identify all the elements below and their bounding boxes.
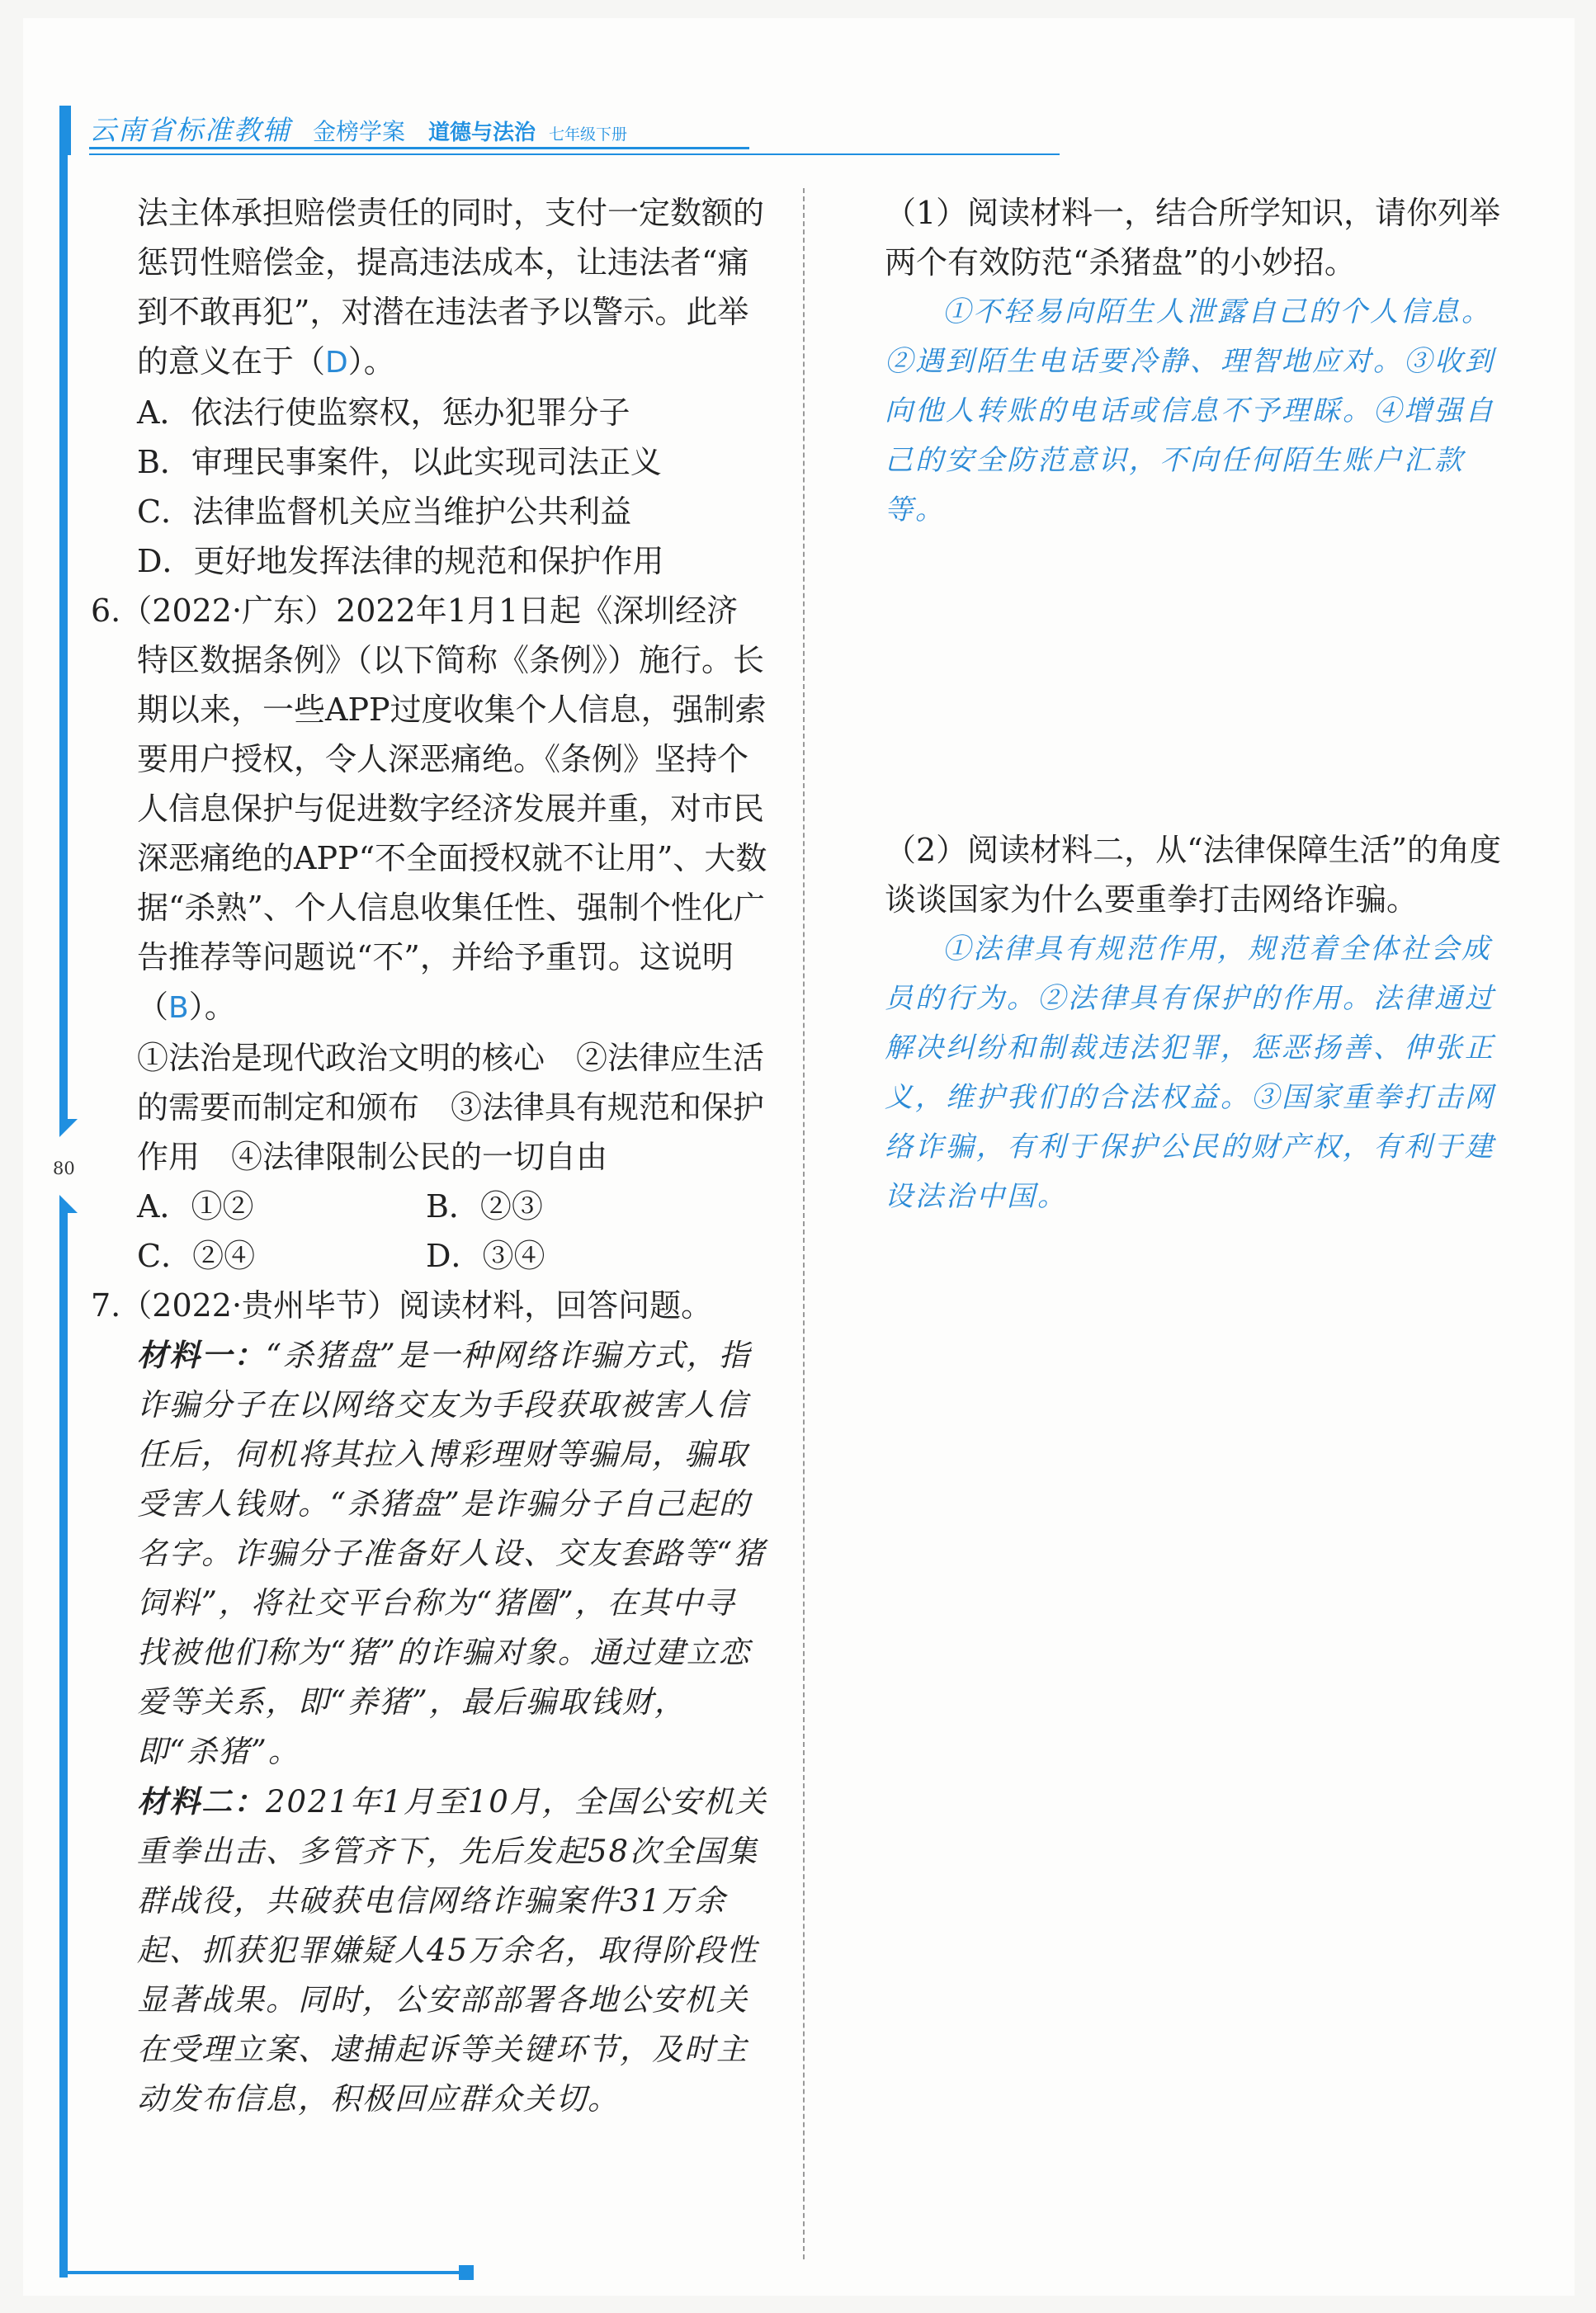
- right-column: [885, 188, 1520, 1221]
- material-two-text: 2021年1月至10月，全国公安机关重拳出击、多管齐下，先后发起58次全国集群战役，共破获电信网络诈骗案件31万余起、抓获犯罪嫌疑人45万余名，取得阶段性显著战果。同时，公安部部署各地公安机关在受理立案、逮捕起诉等关键环节，及时主动发布信息，积极回应群众关切。: [137, 1784, 767, 2117]
- header-rule-thin: [89, 153, 1060, 155]
- q5-text: 法主体承担赔偿责任的同时，支付一定数额的惩罚性赔偿金，提高违法成本，让违法者“痛到不敢再犯”，对潜在违法者予以警示。此举的意义在于（: [137, 195, 765, 380]
- q6-number: 6.: [91, 592, 121, 629]
- material-one-label: 材料一：: [137, 1337, 266, 1373]
- q6-source: （2022·广东）: [120, 592, 337, 629]
- sub-question-2: （2）阅读材料二，从“法律保障生活”的角度谈谈国家为什么要重拳打击网络诈骗。: [885, 832, 1502, 918]
- margin-bar-bottom: [59, 1213, 68, 2278]
- sub-question-1-answer: [885, 287, 1520, 535]
- answer-blank-space: [885, 535, 1520, 825]
- q5-option-b: B．审理民事案件，以此实现司法正义: [137, 444, 662, 480]
- page-number: 80: [53, 1159, 75, 1178]
- left-column: [91, 188, 767, 2124]
- q5-option-a: A．依法行使监察权，惩办犯罪分子: [137, 394, 630, 431]
- q6-text: 2022年1月1日起《深圳经济特区数据条例》（以下简称《条例》）施行。长期以来，一些APP过度收集个人信息，强制索要用户授权，令人深恶痛绝。《条例》坚持个人信息保护与促进数字经济发展并重，对市民深恶痛绝的APP“不全面授权就不让用”、大数据“杀熟”、个人信息收集任性、强制个性化广告推荐等问题说“不”，并给予重罚。这说明（: [137, 592, 767, 1025]
- header-grade: 七年级下册: [549, 125, 628, 144]
- sub-question-1: （1）阅读材料一，结合所学知识，请你列举两个有效防范“杀猪盘”的小妙招。: [885, 195, 1501, 281]
- q6-option-b: B．②③: [426, 1188, 543, 1225]
- q6-answer: B: [168, 991, 189, 1025]
- header-series: 金榜学案: [313, 118, 406, 145]
- q5-answer: D: [325, 346, 348, 380]
- q6-option-d: D．③④: [426, 1238, 545, 1274]
- q6-option-c: C．②④: [137, 1238, 256, 1274]
- q6-option-a: A．①②: [137, 1188, 254, 1225]
- footer-square-marker: [459, 2265, 474, 2280]
- sub-question-1-answer-text: ①不轻易向陌生人泄露自己的个人信息。②遇到陌生电话要冷静、理智地应对。③收到向他人转账的电话或信息不予理睬。④增强自己的安全防范意识，不向任何陌生账户汇款等。: [885, 295, 1495, 526]
- sub-question-2-answer-text: ①法律具有规范作用，规范着全体社会成员的行为。②法律具有保护的作用。法律通过解决纠纷和制裁违法犯罪，惩恶扬善、伸张正义，维护我们的合法权益。③国家重拳打击网络诈骗，有利于保护公民的财产权，有利于建设法治中国。: [885, 932, 1495, 1213]
- q6-close: ）。: [188, 989, 236, 1025]
- q6-options: [91, 1182, 767, 1281]
- margin-bar-top: [59, 153, 68, 1119]
- footer-rule: [59, 2271, 465, 2274]
- column-divider: [803, 188, 805, 2259]
- header-rule-thick: [89, 147, 749, 149]
- material-one: [91, 1330, 767, 1777]
- margin-bar-notch-top: [59, 1119, 78, 1137]
- q5-continuation: [91, 188, 767, 388]
- q5-option-d: D．更好地发挥法律的规范和保护作用: [137, 543, 664, 579]
- q6-statements: ①法治是现代政治文明的核心 ②法律应生活的需要而制定和颁布 ③法律具有规范和保护作用 ④法律限制公民的一切自由: [137, 1040, 765, 1175]
- material-one-text: “杀猪盘”是一种网络诈骗方式，指诈骗分子在以网络交友为手段获取被害人信任后，伺机将其拉入博彩理财等骗局，骗取受害人钱财。“杀猪盘”是诈骗分子自己起的名字。诈骗分子准备好人设、交友套路等“猪饲料”，将社交平台称为“猪圈”，在其中寻找被他们称为“猪”的诈骗对象。通过建立恋爱等关系，即“养猪”，最后骗取钱财，即“杀猪”。: [137, 1338, 766, 1769]
- material-two: [91, 1777, 767, 2124]
- header-brand: 云南省标准教辅: [89, 114, 291, 146]
- header-tab-marker: [59, 106, 71, 155]
- header-subject: 道德与法治: [428, 120, 536, 145]
- sub-question-2-answer: [885, 924, 1520, 1221]
- margin-bar-notch-bottom: [59, 1195, 78, 1213]
- page-header: [89, 109, 627, 145]
- q7-text: 阅读材料，回答问题。: [399, 1287, 713, 1324]
- q5-close: ）。: [347, 343, 395, 380]
- q6-stem: [91, 586, 767, 1033]
- q5-option-c: C．法律监督机关应当维护公共利益: [137, 493, 632, 530]
- material-two-label: 材料二：: [137, 1783, 266, 1820]
- q7-source: （2022·贵州毕节）: [120, 1287, 399, 1324]
- q7-number: 7.: [91, 1287, 121, 1324]
- q7-stem: [91, 1281, 767, 1330]
